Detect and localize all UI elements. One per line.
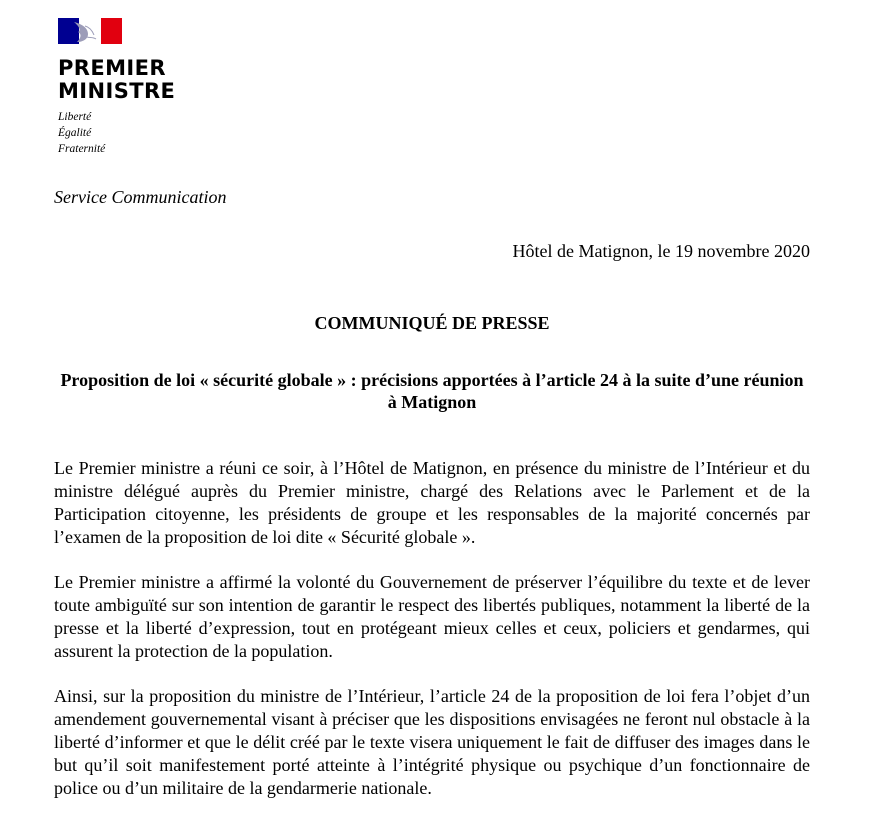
logo-title xyxy=(58,57,188,103)
government-logo xyxy=(58,18,188,157)
logo-title-line1: PREMIER xyxy=(58,56,166,80)
motto-fraternite: Fraternité xyxy=(58,143,106,155)
marianne-flag-icon xyxy=(58,18,122,44)
motto-egalite: Égalité xyxy=(58,127,92,139)
body-paragraph-1: Le Premier ministre a réuni ce soir, à l’Hôtel de Matignon, en présence du ministre de l’Intérieur et du ministre délégué auprès du Premier ministre, chargé des Relations avec le Parlement et de la Participation citoyenne, les présidents de groupe et les responsables de la majorité concernés par l’examen de la proposition de loi dite « Sécurité globale ». xyxy=(54,458,810,547)
press-release-heading: COMMUNIQUÉ DE PRESSE xyxy=(314,313,550,333)
service-label: Service Communication xyxy=(54,187,227,207)
press-release-subject: Proposition de loi « sécurité globale » : précisions apportées à l’article 24 à la suite d’une réunion à Matignon xyxy=(60,370,804,412)
motto-liberte: Liberté xyxy=(58,111,92,123)
press-release-body xyxy=(54,457,810,822)
body-paragraph-2: Le Premier ministre a affirmé la volonté du Gouvernement de préserver l’équilibre du texte et de lever toute ambiguïté sur son intention de garantir le respect des libertés publiques, notamment la liberté de la presse et la liberté d’expression, tout en protégeant mieux celles et ceux, policiers et gendarmes, qui assurent la protection de la population. xyxy=(54,572,810,661)
logo-title-line2: MINISTRE xyxy=(58,79,176,103)
body-paragraph-3: Ainsi, sur la proposition du ministre de l’Intérieur, l’article 24 de la proposition de loi fera l’objet d’un amendement gouvernemental visant à préciser que les dispositions envisagées ne feront nul obstacle à la liberté d’informer et que le délit créé par le texte visera uniquement le fait de diffuser des images dans le but qu’il soit manifestement porté atteinte à l’intégrité physique ou psychique d’un fonctionnaire de police ou d’un militaire de la gendarmerie nationale. xyxy=(54,686,810,798)
motto xyxy=(58,109,188,157)
date-line: Hôtel de Matignon, le 19 novembre 2020 xyxy=(512,241,810,261)
